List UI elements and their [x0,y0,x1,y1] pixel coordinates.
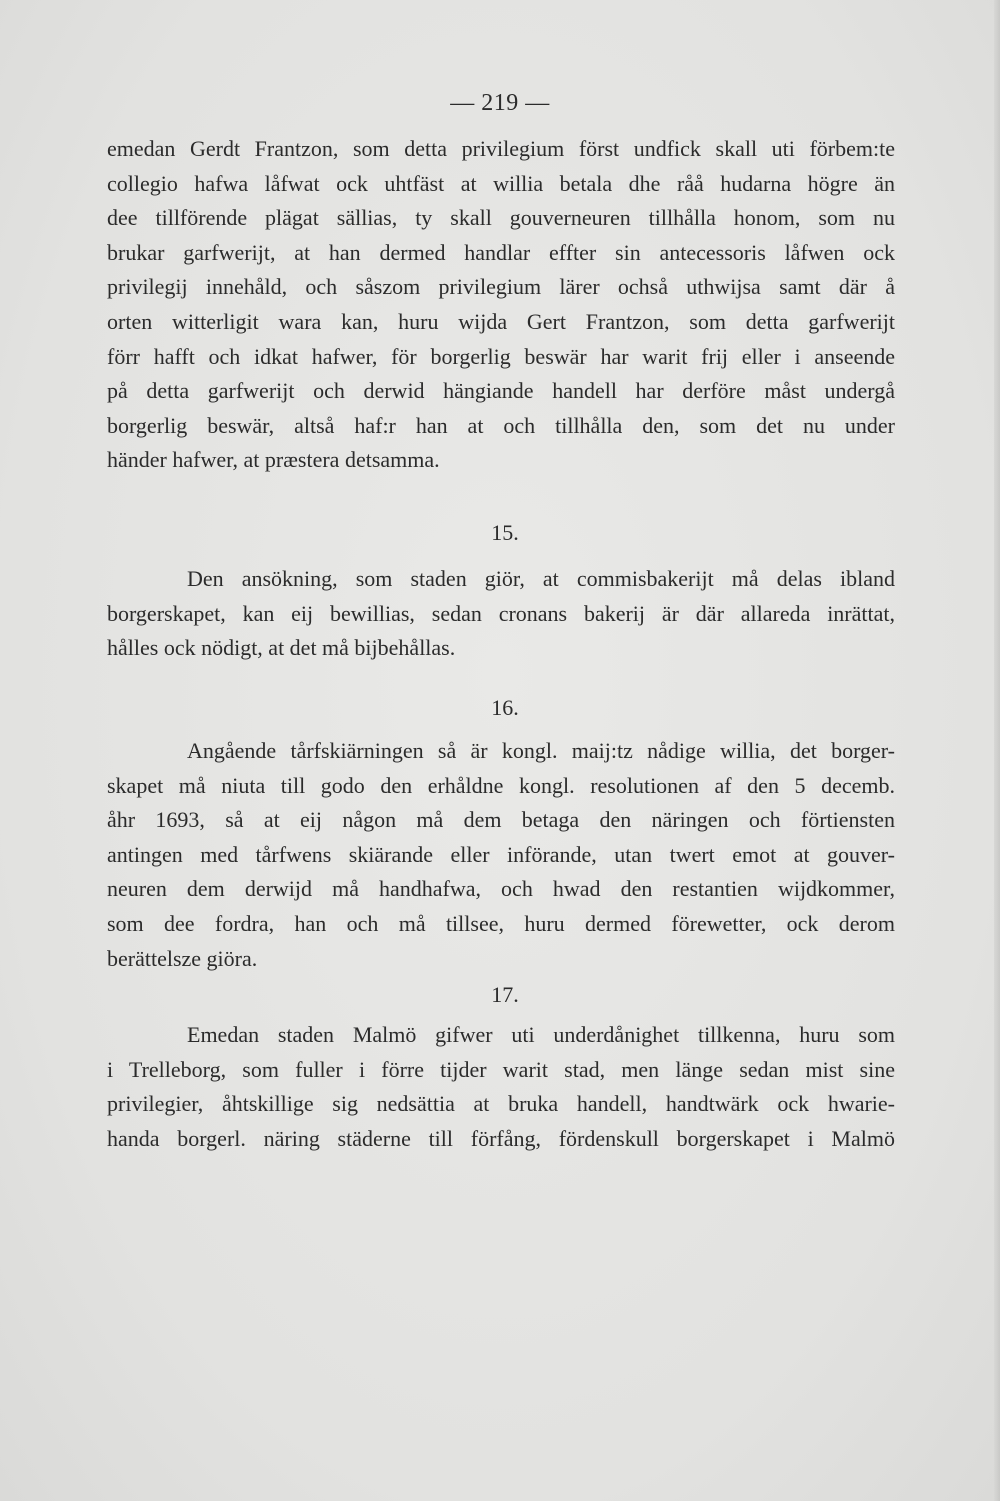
text-line: Den ansökning, som staden giör, at commisbakerijt må delas ibland [187,566,895,591]
text-line: privilegier, åhtskillige sig nedsättia at bruka handell, handtwärk ock hwarie- [107,1091,895,1117]
page-number: — 219 — [450,90,550,116]
text-line: hålles ock nödigt, at det må bijbehållas. [107,635,456,661]
section-number-16: 16. [491,695,519,720]
text-line: Emedan staden Malmö gifwer uti underdånighet tillkenna, huru som [187,1022,895,1047]
text-line: berättelsze giöra. [107,945,258,971]
paragraph-4 [107,1018,895,1156]
text-line: borgerlig beswär, altså haf:r han at och tillhålla den, som det nu under [107,412,895,438]
text-line: borgerskapet, kan eij bewillias, sedan cronans bakerij är där allareda inrättat, [107,600,895,626]
text-line: neuren dem derwijd må handhafwa, och hwad den restantien wijdkommer, [107,876,895,902]
page-edge-shadow [994,0,1000,1501]
text-line: orten witterligit wara kan, huru wijda Gert Frantzon, som detta garfwerijt [107,308,895,334]
paragraph-1 [107,132,895,478]
text-line: privilegij innehåld, och såszom privilegium lärer ochså uthwijsa samt där å [107,274,895,300]
text-line: förr hafft och idkat hafwer, för borgerlig beswär har warit frij eller i anseende [107,343,895,369]
section-number-17: 17. [491,982,519,1007]
text-line: händer hafwer, at præstera detsamma. [107,447,440,473]
text-line: dee tillförende plägat sällias, ty skall gouverneuren tillhålla honom, som nu [107,205,895,231]
paragraph-2 [107,562,895,666]
text-line: som dee fordra, han och må tillsee, huru dermed förewetter, ock derom [107,910,895,936]
text-line: åhr 1693, så at eij någon må dem betaga den näringen och förtiensten [107,807,895,833]
text-line: collegio hafwa låfwat ock uhtfäst at willia betala dhe råå hudarna högre än [107,170,895,196]
text-line: i Trelleborg, som fuller i förre tijder warit stad, men länge sedan mist sine [107,1056,895,1082]
text-line: brukar garfwerijt, at han dermed handlar effter sin antecessoris låfwen ock [107,239,895,265]
text-line: antingen med tårfwens skiärande eller införande, utan twert emot at gouver- [107,841,895,867]
section-number-15: 15. [491,520,519,545]
text-line: handa borgerl. näring städerne till förfång, fördenskull borgerskapet i Malmö [107,1125,895,1151]
text-line: Angående tårfskiärningen så är kongl. maij:tz nådige willia, det borger- [187,738,895,763]
text-line: skapet må niuta till godo den erhåldne kongl. resolutionen af den 5 decemb. [107,772,895,798]
paragraph-3 [107,734,895,976]
text-line: emedan Gerdt Frantzon, som detta privilegium först undfick skall uti förbem:te [107,136,895,161]
text-line: på detta garfwerijt och derwid hängiande handell har derföre måst undergå [107,378,895,404]
